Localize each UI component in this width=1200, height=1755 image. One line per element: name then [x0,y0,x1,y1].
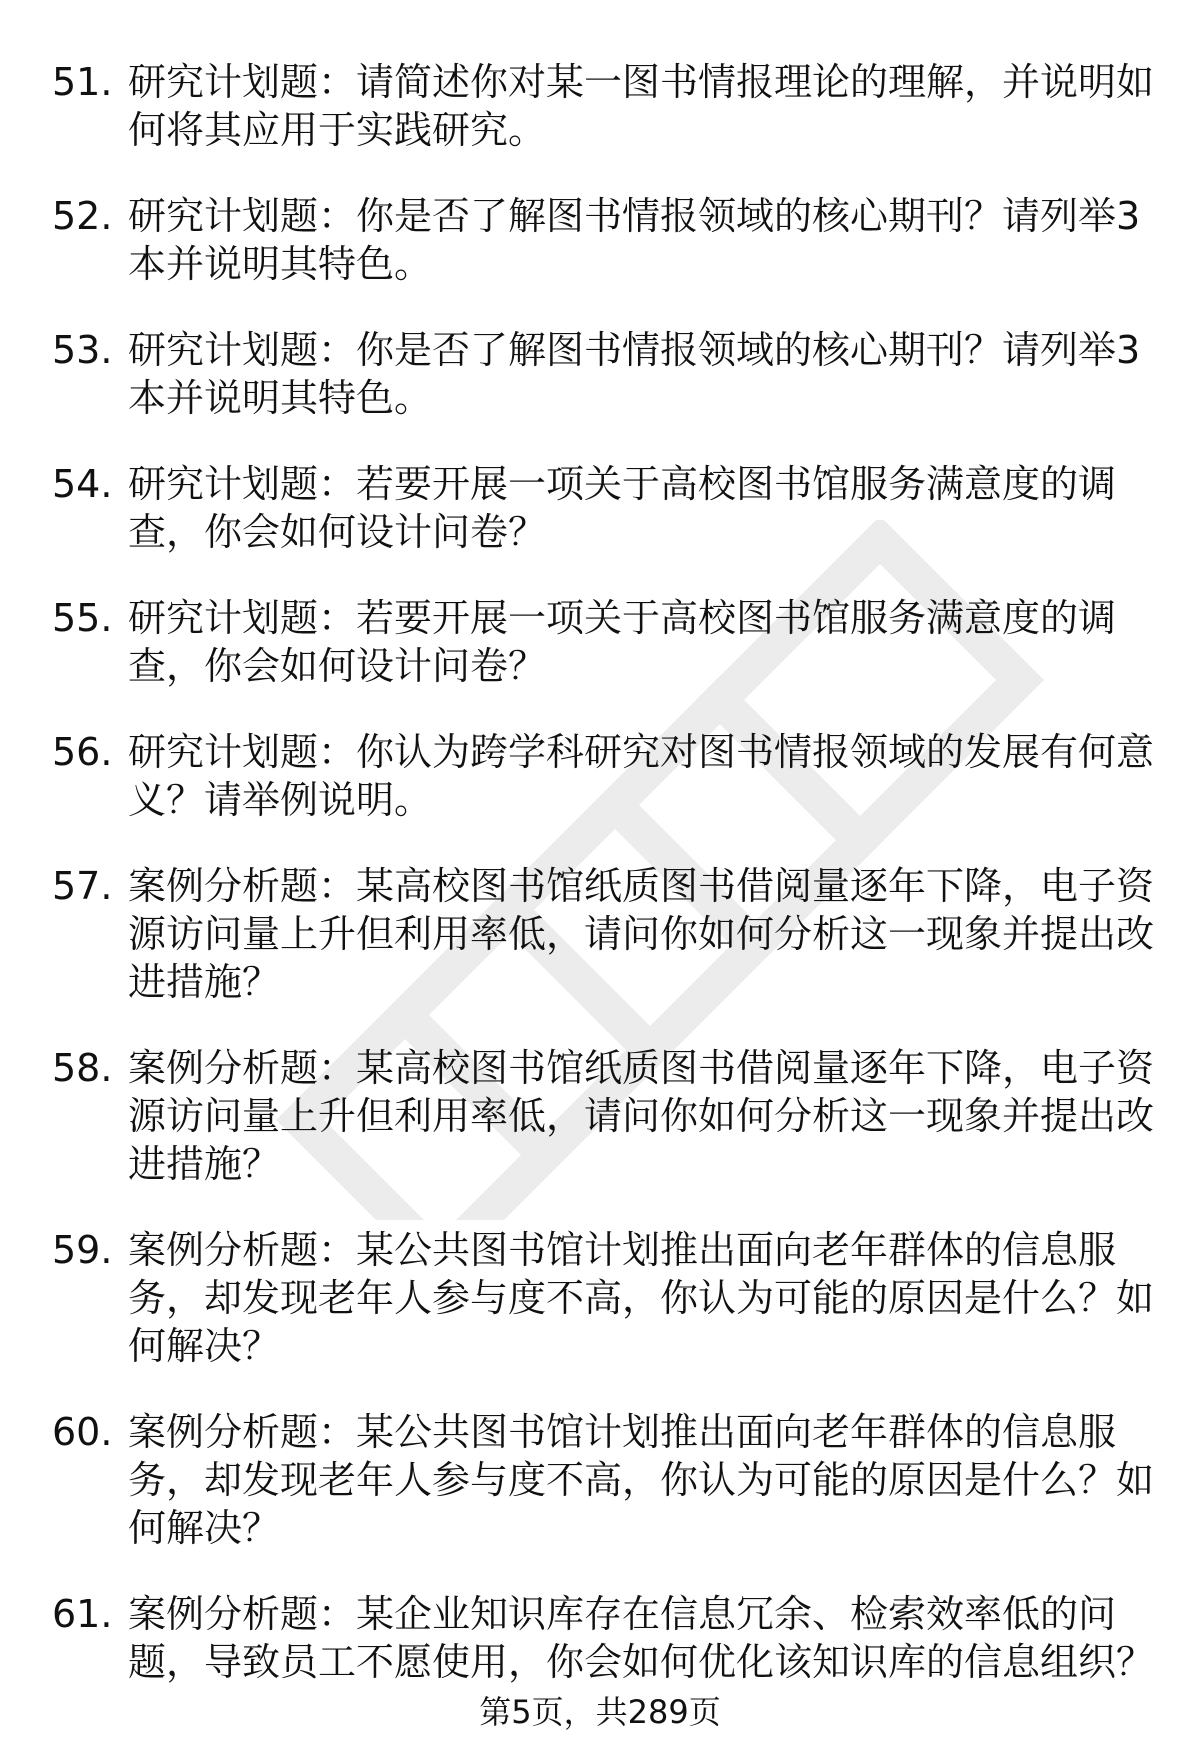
question-item [0,1590,1200,1686]
question-text: 研究计划题：若要开展一项关于高校图书馆服务满意度的调查，你会如何设计问卷？ [128,596,1117,688]
question-item [0,862,1200,1006]
question-item [0,326,1200,422]
question-list [0,58,1200,1724]
question-number: 54. [52,462,113,506]
question-number: 56. [52,730,113,774]
question-item [0,58,1200,154]
question-number: 61. [52,1592,113,1636]
question-item [0,594,1200,690]
question-text: 研究计划题：你认为跨学科研究对图书情报领域的发展有何意义？请举例说明。 [128,730,1155,822]
question-number: 55. [52,596,113,640]
question-number: 59. [52,1228,113,1272]
question-text: 研究计划题：若要开展一项关于高校图书馆服务满意度的调查，你会如何设计问卷？ [128,462,1117,554]
question-number: 53. [52,328,113,372]
question-item [0,460,1200,556]
question-number: 57. [52,864,113,908]
question-text: 案例分析题：某高校图书馆纸质图书借阅量逐年下降，电子资源访问量上升但利用率低，请问你如何分析这一现象并提出改进措施？ [128,864,1155,1004]
question-item [0,1408,1200,1552]
question-item [0,1226,1200,1370]
question-text: 研究计划题：请简述你对某一图书情报理论的理解，并说明如何将其应用于实践研究。 [128,60,1155,152]
question-text: 案例分析题：某企业知识库存在信息冗余、检索效率低的问题，导致员工不愿使用，你会如何优化该知识库的信息组织？ [128,1592,1155,1684]
question-item [0,192,1200,288]
question-item [0,728,1200,824]
page-footer: 第5页，共289页 [479,1693,721,1731]
question-number: 52. [52,194,113,238]
question-text: 案例分析题：某公共图书馆计划推出面向老年群体的信息服务，却发现老年人参与度不高，你认为可能的原因是什么？如何解决？ [128,1410,1155,1550]
question-item [0,1044,1200,1188]
question-text: 研究计划题：你是否了解图书情报领域的核心期刊？请列举3本并说明其特色。 [128,328,1141,420]
question-number: 58. [52,1046,113,1090]
question-number: 51. [52,60,113,104]
question-text: 研究计划题：你是否了解图书情报领域的核心期刊？请列举3本并说明其特色。 [128,194,1141,286]
question-number: 60. [52,1410,113,1454]
question-text: 案例分析题：某高校图书馆纸质图书借阅量逐年下降，电子资源访问量上升但利用率低，请问你如何分析这一现象并提出改进措施？ [128,1046,1155,1186]
question-text: 案例分析题：某公共图书馆计划推出面向老年群体的信息服务，却发现老年人参与度不高，你认为可能的原因是什么？如何解决？ [128,1228,1155,1368]
